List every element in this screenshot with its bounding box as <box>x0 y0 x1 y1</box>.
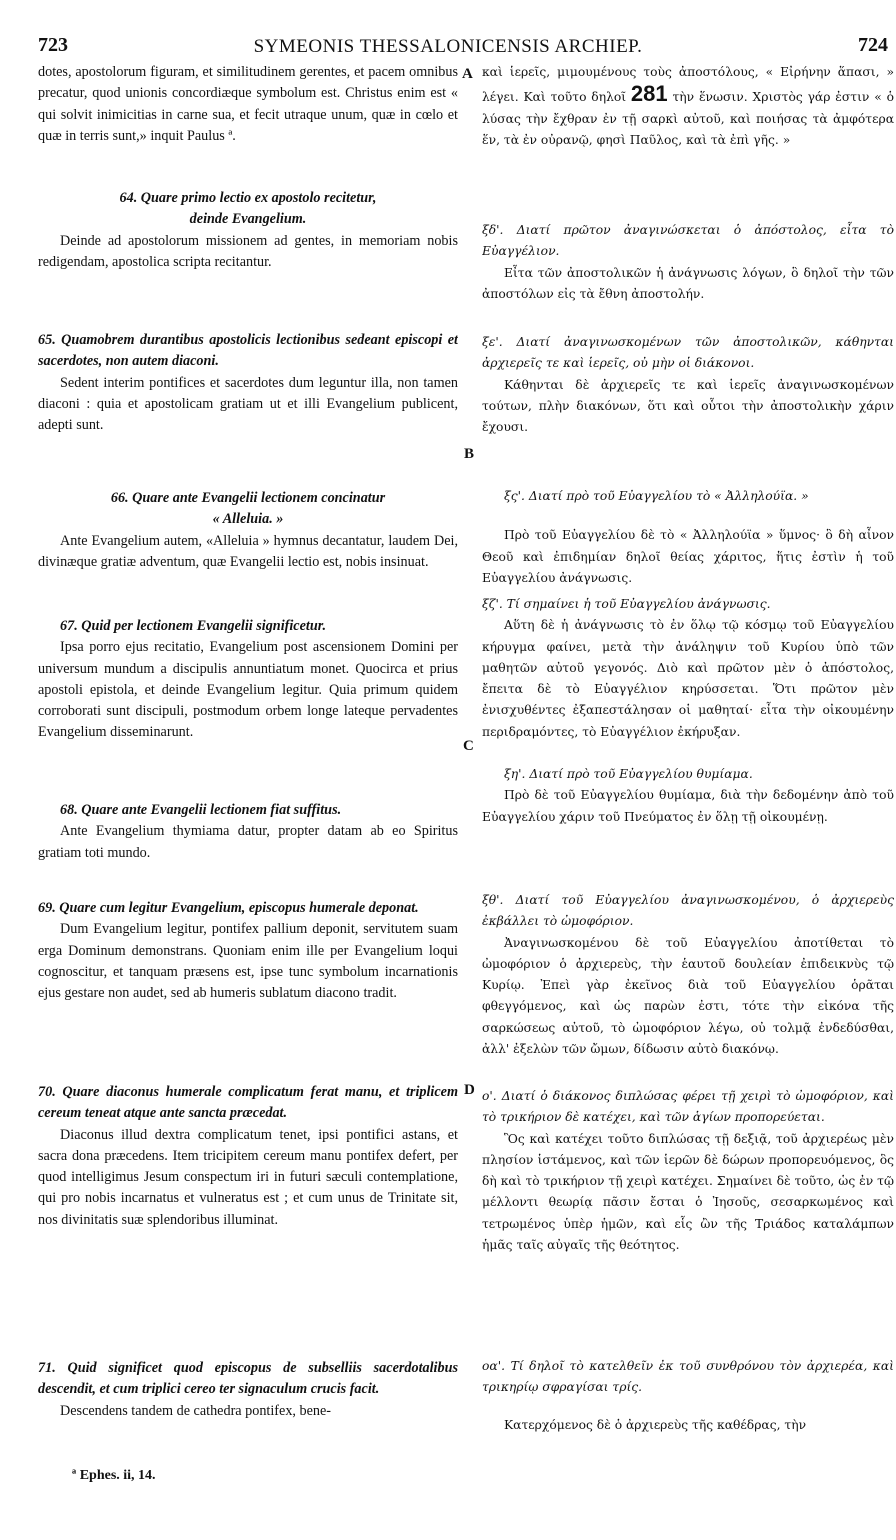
greek-intro-part-b: τὴν ἕνωσιν. Χριστὸς γάρ ἐστιν « ὁ λύσας τὴν ἔχθραν ἐν τῇ σαρκὶ αὐτοῦ, καὶ ποιήσας τὰ ἀμφότερα ἕν, τὰ ἐν οὐρανῷ, φησὶ Παῦλος, καὶ τὰ ἐπὶ γῆς. » <box>482 90 894 147</box>
greek-section-69 <box>482 890 894 1060</box>
greek-section-68 <box>482 764 894 828</box>
latin-section-71 <box>38 1358 458 1422</box>
section-body: Dum Evangelium legitur, pontifex pallium deponit, servitutem suam erga Dominum demonstrans. Quoniam enim ille per Evangelium loqui cognoscitur, et tanquam præsens est, ipse tunc symbolum incarnationis ejus gestare non audet, sed ab humeris sublatum diacono tradit. <box>38 921 458 1002</box>
running-title: SYMEONIS THESSALONICENSIS ARCHIEP. <box>253 36 643 57</box>
section-body: Deinde ad apostolorum missionem ad gentes, in memoriam nobis redigendam, apostolica scripta recitantur. <box>38 232 458 270</box>
greek-section-65 <box>482 332 894 438</box>
section-heading <box>38 488 458 531</box>
section-body: Πρὸ δὲ τοῦ Εὐαγγελίου θυμίαμα, διὰ τὴν δεδομένην ἀπὸ τοῦ Εὐαγγελίου χάριν τοῦ Πνεύματος ἐν ὅλῃ τῇ οἰκουμένῃ. <box>482 788 894 824</box>
latin-intro <box>38 62 458 147</box>
greek-column <box>482 62 894 1457</box>
greek-section-64 <box>482 220 894 305</box>
section-body: Ὃς καὶ κατέχει τοῦτο διπλώσας τῇ δεξιᾷ, τοῦ ἀρχιερέως μὲν πλησίον ἱστάμενος, καὶ τῶν ἱερῶν δὲ δώρων προπορευόμενος, ὃς δὴ καὶ τὸ τρικήριον τῇ χειρὶ κατέχει. Σημαίνει δὲ τοῦτο, ὡς ἐν τῷ μέλλοντι θεωρίᾳ πᾶσιν ἔσται ὁ Ἰησοῦς, σεσαρκωμένος καὶ τετρωμένος ὑπὲρ ἡμῶν, καὶ εἷς ὢν τῆς Τριάδος καταλάμπων ἡμᾶς ταῖς αὐγαῖς τῆς θεότητος. <box>482 1131 894 1253</box>
latin-section-64 <box>38 188 458 273</box>
column-marker-number: 281 <box>630 81 668 107</box>
greek-section-67 <box>482 594 894 743</box>
section-body: Ante Evangelium autem, «Alleluia » hymnus decantatur, laudem Dei, divinæque gratiæ adventum, quæ Evangelii lectio est, nobis insinuat. <box>38 532 458 570</box>
section-heading: οα'. Τί δηλοῖ τὸ κατελθεῖν ἐκ τοῦ συνθρόνου τὸν ἀρχιερέα, καὶ τρικηρίῳ σφραγίσαι τρίς. <box>482 1359 894 1395</box>
section-body: Ipsa porro ejus recitatio, Evangelium post ascensionem Domini per universum mundum a discipulis annuntiatum monet. Quocirca et prius apostoli epistola, et deinde Evangelium legitur. Quia primum quidem corroborati sunt discipuli, postmodum orbem longe lateque pervadentes Evangelium disseminarunt. <box>38 639 458 741</box>
latin-section-70 <box>38 1082 458 1231</box>
section-heading: 67. Quid per lectionem Evangelii significetur. <box>60 618 327 634</box>
section-heading: ξζ'. Τί σημαίνει ἡ τοῦ Εὐαγγελίου ἀνάγνωσις. <box>482 597 771 611</box>
section-body: Descendens tandem de cathedra pontifex, bene- <box>60 1402 332 1419</box>
section-heading: ξς'. Διατί πρὸ τοῦ Εὐαγγελίου τὸ « Ἀλληλούϊα. » <box>504 489 809 503</box>
latin-section-67 <box>38 616 458 744</box>
section-heading <box>38 188 458 231</box>
greek-section-70 <box>482 1086 894 1256</box>
section-heading: ξθ'. Διατί τοῦ Εὐαγγελίου ἀναγινωσκομένου, ὁ ἀρχιερεὺς ἐκβάλλει τὸ ὠμοφόριον. <box>482 893 894 929</box>
greek-intro-text <box>482 62 894 151</box>
section-body: Πρὸ τοῦ Εὐαγγελίου δὲ τὸ « Ἀλληλούϊα » ὕμνος· ὃ δὴ αἶνον Θεοῦ καὶ ἐπιδημίαν δηλοῖ θείας χάριτος, ἥτις ἐστὶν ἡ τοῦ Εὐαγγελίου ἀνάγνωσις. <box>482 528 894 585</box>
greek-intro-part-a: καὶ ἱερεῖς, μιμουμένους τοὺς ἀποστόλους, « Εἰρήνην ἅπασι, » λέγει. Καὶ τοῦτο δηλοῖ <box>482 65 894 105</box>
latin-section-68 <box>38 800 458 864</box>
latin-intro-text: dotes, apostolorum figuram, et similitudinem gerentes, et pacem omnibus precatur, quod unionis concordiæque symbolum est. Christus enim est « qui solvit inimicitias in carne sua, et fecit utraque unum, quæ in cœlo et quæ in terris sunt,» inquit Paulus ª. <box>38 64 458 144</box>
section-body: Ἀναγινωσκομένου δὲ τοῦ Εὐαγγελίου ἀποτίθεται τὸ ὠμοφόριον ὁ ἀρχιερεὺς, τὴν ἑαυτοῦ δουλείαν ἐπιδεικνὺς τῷ Κυρίῳ. Ἐπεὶ γὰρ ἐκεῖνος διὰ τοῦ Εὐαγγελίου ὁρᾶται φθεγγόμενος, καὶ ὡς παρὼν ἐστι, τότε τὴν εἰκόνα τῆς σαρκώσεως αὐτοῦ, τὸ ὠμοφόριον λέγω, οὐ τολμᾷ ἐνδεδύσθαι, ἀλλ' ἐξελὼν τῶν ὤμων, δίδωσιν αὐτὸ διακόνῳ. <box>482 935 894 1057</box>
heading-line-1: 64. Quare primo lectio ex apostolo recitetur, <box>119 190 377 206</box>
margin-letter-b: B <box>464 446 475 462</box>
section-heading: 70. Quare diaconus humerale complicatum ferat manu, et triplicem cereum teneat atque ante sancta præcedat. <box>38 1084 458 1122</box>
section-heading: ο'. Διατί ὁ διάκονος διπλώσας φέρει τῇ χειρὶ τὸ ὠμοφόριον, καὶ τὸ τρικήριον δὲ κατέχει, καὶ τῶν ἁγίων προπορεύεται. <box>482 1089 894 1125</box>
page-header <box>0 0 896 56</box>
greek-intro <box>482 62 894 151</box>
section-heading: ξε'. Διατί ἀναγινωσκομένων τῶν ἀποστολικῶν, κάθηνται ἀρχιερεῖς τε καὶ ἱερεῖς, οὐ μὴν οἱ διάκονοι. <box>482 335 894 371</box>
latin-section-66 <box>38 488 458 573</box>
section-heading: 71. Quid significet quod episcopus de subselliis sacerdotalibus descendit, et cum triplici cereo ter signaculum crucis facit. <box>38 1360 458 1398</box>
latin-column <box>38 62 458 1457</box>
section-heading: ξδ'. Διατί πρῶτον ἀναγινώσκεται ὁ ἀπόστολος, εἶτα τὸ Εὐαγγέλιον. <box>482 223 894 259</box>
latin-section-65 <box>38 330 458 436</box>
section-body: Diaconus illud dextra complicatum tenet, ipsi pontifici astans, et sacra dona præcedens. Item tricipitem cereum manu pontifex defert, per quod intelligimus Jesum conspectum iri in futuri sæculi contemplatione, qui pro nobis incarnatus et vulneratus est ; et cum unus de Trinitate sit, nos divinitatis suæ splendoribus illuminat. <box>38 1126 458 1228</box>
section-body: Αὕτη δὲ ἡ ἀνάγνωσις τὸ ἐν ὅλῳ τῷ κόσμῳ τοῦ Εὐαγγελίου κήρυγμα φαίνει, μετὰ τὴν ἀνάληψιν τοῦ Κυρίου ὑπὸ τῶν μαθητῶν αὐτοῦ γεγονός. Διὸ καὶ πρῶτον μὲν ὁ ἀπόστολος, ἔπειτα δὲ τὸ Εὐαγγέλιον κηρύσσεται. Ὅτι πρῶτον μὲν ἐνισχυθέντες ἐξαπεστάλησαν οἱ μαθηταί· εἶτα τὴν οἰκουμένην περιδραμόντες, τὸ Εὐαγγέλιον ἐκήρυξαν. <box>482 618 894 739</box>
footnote: ª Ephes. ii, 14. <box>72 1468 156 1483</box>
section-body: Sedent interim pontifices et sacerdotes dum leguntur illa, non tamen diaconi : quia et apostolicam gratiam ut et illi Evangelium publicent, adepti sunt. <box>38 374 458 434</box>
margin-letter-a: A <box>462 66 473 82</box>
section-body: Εἶτα τῶν ἀποστολικῶν ἡ ἀνάγνωσις λόγων, ὃ δηλοῖ τὴν τῶν ἀποστόλων εἰς τὰ ἔθνη ἀποστολήν. <box>482 265 894 301</box>
margin-letter-c: C <box>463 738 474 754</box>
section-body: Κάθηνται δὲ ἀρχιερεῖς τε καὶ ἱερεῖς ἀναγινωσκομένων τούτων, πλὴν διακόνων, ὅτι καὶ οὗτοι τὴν ἀποστολικὴν χάριν ἔχουσι. <box>482 377 894 435</box>
section-body: Ante Evangelium thymiama datur, propter datam ab eo Spiritus gratiam toti mundo. <box>38 823 458 861</box>
page-number-left: 723 <box>38 34 68 56</box>
greek-section-71 <box>482 1356 894 1436</box>
heading-line-2: deinde Evangelium. <box>189 211 307 228</box>
heading-line-1: 66. Quare ante Evangelii lectionem concinatur <box>110 490 386 506</box>
heading-line-2: « Alleluia. » <box>212 511 284 528</box>
section-body: Κατερχόμενος δὲ ὁ ἀρχιερεὺς τῆς καθέδρας, τὴν <box>504 1417 807 1432</box>
section-heading: 65. Quamobrem durantibus apostolicis lectionibus sedeant episcopi et sacerdotes, non autem diaconi. <box>38 332 458 370</box>
latin-section-69 <box>38 898 458 1004</box>
section-heading: ξη'. Διατί πρὸ τοῦ Εὐαγγελίου θυμίαμα. <box>504 767 753 781</box>
page-number-right: 724 <box>858 34 888 56</box>
section-heading: 69. Quare cum legitur Evangelium, episcopus humerale deponat. <box>38 900 419 916</box>
margin-letter-d: D <box>464 1082 475 1098</box>
greek-section-66 <box>482 486 894 589</box>
section-heading: 68. Quare ante Evangelii lectionem fiat suffitus. <box>60 802 342 818</box>
